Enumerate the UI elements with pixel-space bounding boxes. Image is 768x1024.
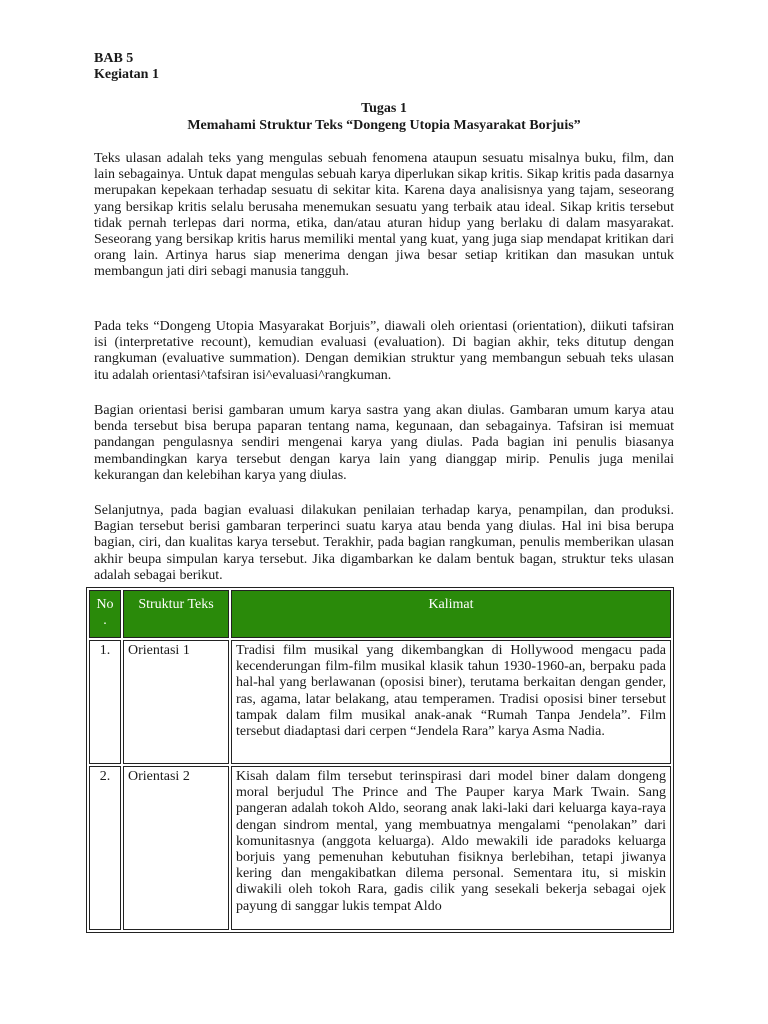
header-struktur: Struktur Teks [123,590,229,638]
row-number: 2. [89,766,121,930]
row-sentence: Tradisi film musikal yang dikembangkan di Hollywood mengacu pada kecenderungan film-film musikal klasik tahun 1930-1960-an, berpaku pada hal-hal yang berlawanan (oposisi biner), terutama berkaitan dengan gender, ras, agama, latar belakang, atau temperamen. Tradisi oposisi biner tersebut tampak dalam film musikal anak-anak “Rumah Tanpa Jendela”. Film tersebut diadaptasi dari cerpen “Jendela Rara” karya Asma Nadia. [231,640,671,764]
header-kalimat: Kalimat [231,590,671,638]
structure-table [86,587,674,933]
paragraph-intro: Teks ulasan adalah teks yang mengulas sebuah fenomena ataupun sesuatu misalnya buku, film, dan lain sebagainya. Untuk dapat mengulas sebuah karya diperlukan sikap kritis. Sikap kritis pada dasarnya merupakan kepekaan terhadap sesuatu di sekitar kita. Karena daya analisisnya yang tajam, seseorang yang bersikap kritis selalu berusaha menemukan sesuatu yang terbaik atau ideal. Sikap kritis tersebut tidak pernah terlepas dari norma, etika, dan/atau aturan hidup yang berlaku di dalam masyarakat. Seseorang yang bersikap kritis harus memiliki mental yang kuat, yang juga siap mendapat kritikan dari orang lain. Artinya harus siap menerima dengan jiwa besar setiap kritikan dan masukan untuk membangun jati diri sebagi manusia tangguh. [94,151,674,280]
chapter-label: BAB 5 [94,51,134,66]
activity-label: Kegiatan 1 [94,67,159,82]
row-sentence: Kisah dalam film tersebut terinspirasi dari model biner dalam dongeng moral berjudul The Prince and The Pauper karya Mark Twain. Sang pangeran adalah tokoh Aldo, seorang anak laki-laki dari keluarga kaya-raya dengan sindrom mental, yang membuatnya mengalami “penolakan” dari komunitasnya (anggota keluarga). Aldo mewakili ide paradoks keluarga borjuis yang pemenuhan kebutuhan fisiknya berlebihan, tetapi jiwanya kering dan mengakibatkan dilema personal. Sementara itu, si miskin diwakili oleh tokoh Rara, gadis cilik yang sesekali bekerja sebagai ojek payung di sanggar lukis tempat Aldo [231,766,671,930]
task-title: Tugas 1 [361,101,407,116]
row-structure: Orientasi 2 [123,766,229,930]
row-structure: Orientasi 1 [123,640,229,764]
header-no: No . [89,590,121,638]
table-row [89,640,671,764]
paragraph-evaluation: Selanjutnya, pada bagian evaluasi dilakukan penilaian terhadap karya, penampilan, dan produksi. Bagian tersebut berisi gambaran terperinci suatu karya atau benda yang diulas. Hal ini bisa berupa bagian, ciri, dan kualitas karya tersebut. Terakhir, pada bagian rangkuman, penulis memberikan ulasan akhir beupa simpulan karya tersebut. Jika digambarkan ke dalam bentuk bagan, struktur teks ulasan adalah sebagai berikut. [94,503,674,583]
paragraph-structure: Pada teks “Dongeng Utopia Masyarakat Borjuis”, diawali oleh orientasi (orientation), diikuti tafsiran isi (interpretative recount), kemudian evaluasi (evaluation). Di bagian akhir, teks ditutup dengan rangkuman (evaluative summation). Dengan demikian struktur yang membangun sebuah teks ulasan itu adalah orientasi^tafsiran isi^evaluasi^rangkuman. [94,319,674,383]
table-row [89,766,671,930]
table-header-row [89,590,671,638]
task-heading: Memahami Struktur Teks “Dongeng Utopia Masyarakat Borjuis” [187,118,581,133]
row-number: 1. [89,640,121,764]
paragraph-orientation: Bagian orientasi berisi gambaran umum karya sastra yang akan diulas. Gambaran umum karya atau benda tersebut bisa berupa paparan tentang nama, kegunaan, dan sebagainya. Tafsiran isi memuat pandangan pengulasnya sendiri mengenai karya yang diulas. Pada bagian ini penulis biasanya membandingkan karya tersebut dengan karya lain yang dianggap mirip. Penulis juga menilai kekurangan dan kelebihan karya yang diulas. [94,403,674,483]
